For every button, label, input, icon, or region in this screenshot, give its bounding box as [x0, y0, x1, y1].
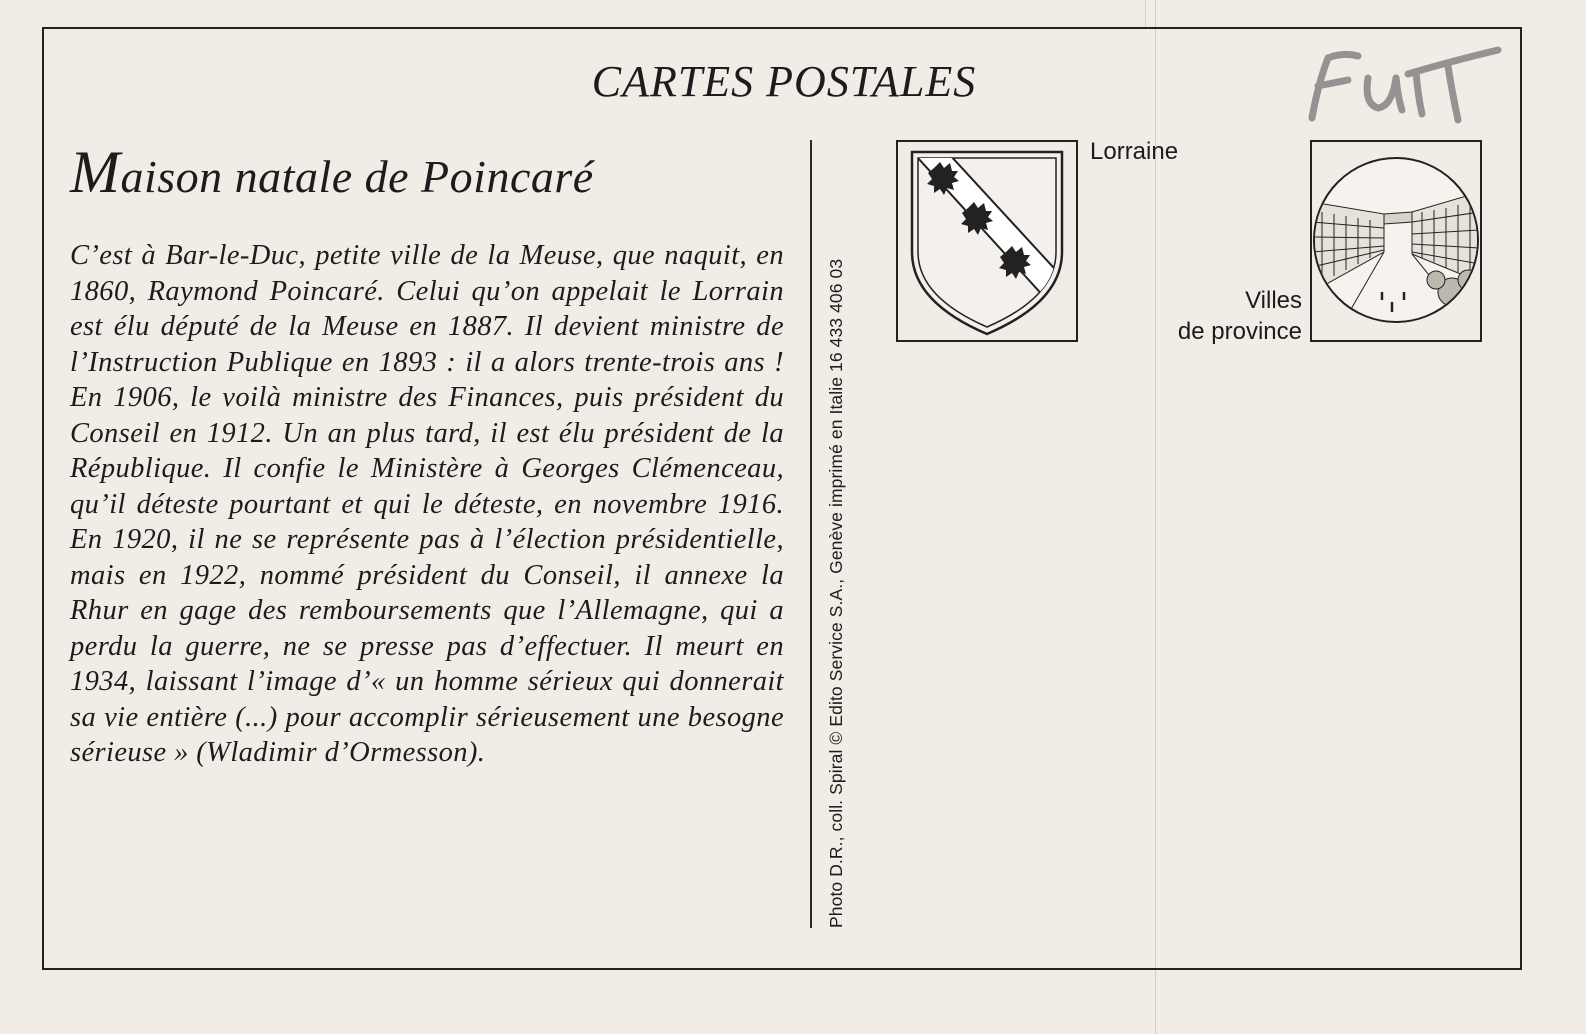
- page-title: [70, 138, 594, 207]
- title-rest: aison natale de Poincaré: [120, 151, 594, 202]
- photo-credit: Photo D.R., coll. Spiral © Edito Service S.A., Genève imprimé en Italie 16 433 406 03: [826, 258, 846, 928]
- series-label-line2: de province: [1177, 318, 1302, 345]
- street-scene-icon: [1312, 142, 1480, 340]
- title-initial: M: [70, 139, 121, 205]
- lorraine-coat-of-arms-icon: [898, 142, 1076, 340]
- region-label: Lorraine: [1090, 138, 1179, 165]
- pencil-handwriting-mark: [1298, 44, 1528, 140]
- series-label-line1: Villes: [1245, 287, 1302, 314]
- header-text: CARTES POSTALES: [591, 57, 977, 106]
- region-emblem-box: [896, 140, 1078, 342]
- paper-crease-line-top: [1145, 0, 1146, 30]
- description-text: C’est à Bar-le-Duc, petite ville de la Meuse, que naquit, en 1860, Raymond Poincaré. Celui qu’on appelait le Lorrain est élu député de la Meuse en 1887. Il devient ministre de l’Instruction Publique en 1893 : il a alors trente-trois ans ! En 1906, le voilà ministre des Finances, puis président du Conseil en 1912. Un an plus tard, il est élu président de la République. Il confie le Ministère à Georges Clémenceau, qu’il déteste pourtant et qui le déteste, en novembre 1916. En 1920, il ne se représente pas à l’élection présidentielle, mais en 1922, nommé président du Conseil, il annexe la Rhur en gage des remboursements que l’Allemagne, qui a perdu la guerre, ne se presse pas d’effectuer. Il meurt en 1934, laissant l’image d’« un homme sérieux qui donnerait sa vie entière (...) pour accomplir sérieusement une besogne sérieuse » (Wladimir d’Ormesson).: [70, 240, 784, 768]
- vertical-divider: [810, 140, 812, 928]
- series-label: [1150, 285, 1302, 347]
- series-emblem-box: [1310, 140, 1482, 342]
